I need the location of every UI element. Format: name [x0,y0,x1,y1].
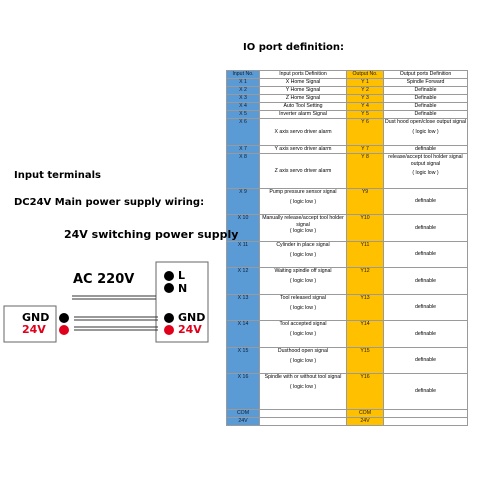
input-no: X 11 [227,242,260,268]
output-def: definable [384,374,468,410]
io-port-title: IO port definition: [243,42,345,53]
output-def-text: release/accept tool holder signal output signal [388,154,463,167]
input-def-note: ( logic low ) [289,277,317,284]
input-def-text: Tool accepted signal [279,321,327,327]
output-no: Y 1 [347,79,384,87]
header-output-def: Output ports Definition [384,71,468,79]
input-def-note: ( logic low ) [289,330,317,337]
input-no: X 3 [227,95,260,103]
dc24v-wiring-label: DC24V Main power supply wiring: [14,197,205,208]
output-def-note: ( logic low ) [412,128,439,135]
input-no: 24V [227,418,260,426]
input-def-text: Spindle with or without tool signal [264,374,342,380]
output-no: Y 7 [347,146,384,154]
input-no: X 16 [227,374,260,410]
input-def-note: ( logic low ) [289,383,317,390]
output-def-note: ( logic low ) [412,170,439,176]
output-def: Definable [384,111,468,119]
output-no: Y 4 [347,103,384,111]
output-def: definable [384,348,468,374]
input-no: X 10 [227,215,260,242]
input-def: Inverter alarm Signal [260,111,347,119]
input-def: Y axis servo driver alarm [260,146,347,154]
input-terminals-label: Input terminals [14,170,101,181]
controller-24v-terminal [59,325,69,335]
output-def: Definable [384,95,468,103]
input-no: X 14 [227,321,260,348]
input-def-text: Manually release/accept tool holder signal [262,215,344,228]
output-no: Y10 [347,215,384,242]
switching-power-supply-label: 24V switching power supply [64,228,239,241]
psu-n-label: N [178,282,188,295]
output-def: definable [384,242,468,268]
controller-24v-label: 24V [22,323,46,336]
input-no: X 9 [227,189,260,215]
input-no: X 8 [227,154,260,189]
input-no: X 1 [227,79,260,87]
input-no: X 15 [227,348,260,374]
output-no: Y15 [347,348,384,374]
input-def-text: Dusthood open signal [277,348,329,354]
header-input-no: Input No. [227,71,260,79]
output-no: Y16 [347,374,384,410]
input-def: Auto Tool Setting [260,103,347,111]
input-def-text: Z axis servo driver alarm [274,167,332,174]
input-no: X 7 [227,146,260,154]
output-def: definable [384,215,468,242]
output-def: definable [384,295,468,321]
output-no: Y11 [347,242,384,268]
input-def: Z Home Signal [260,95,347,103]
psu-l-label: L [178,269,186,282]
psu-gnd-label: GND [178,311,206,324]
controller-gnd-terminal [59,313,69,323]
input-def-note: ( logic low ) [289,198,317,205]
input-def-text: Pump pressure sensor signal [269,189,337,195]
output-def-text: Dust hood open/close output signal [384,119,467,125]
input-no: X 13 [227,295,260,321]
input-no: COM [227,410,260,418]
output-no: Y12 [347,268,384,295]
input-no: X 6 [227,119,260,146]
output-no: Y 5 [347,111,384,119]
controller-gnd-label: GND [22,311,50,324]
input-no: X 2 [227,87,260,95]
output-no: Y 8 [347,154,384,189]
input-def-text: Waiting spindle off signal [274,268,332,274]
output-def: definable [384,189,468,215]
input-def-text: Tool released signal [280,295,326,301]
input-def: X Home Signal [260,79,347,87]
input-def: Y Home Signal [260,87,347,95]
input-no: X 12 [227,268,260,295]
psu-n-terminal [164,283,174,293]
output-no: Y 6 [347,119,384,146]
input-def-note: ( logic low ) [289,304,317,311]
output-no: COM [347,410,384,418]
output-def: Definable [384,87,468,95]
psu-24v-label: 24V [178,323,202,336]
output-no: Y13 [347,295,384,321]
output-def: definable [384,321,468,348]
psu-l-terminal [164,271,174,281]
ac-220v-label: AC 220V [73,272,135,287]
input-no: X 4 [227,103,260,111]
input-def-note: ( logic low ) [289,228,317,234]
output-def: Definable [384,103,468,111]
output-no: Y 3 [347,95,384,103]
input-no: X 5 [227,111,260,119]
input-def-note: ( logic low ) [289,251,317,258]
output-no: 24V [347,418,384,426]
header-output-no: Output No. [347,71,384,79]
output-def: Spindle Forward [384,79,468,87]
psu-24v-terminal [164,325,174,335]
psu-gnd-terminal [164,313,174,323]
output-no: Y9 [347,189,384,215]
output-no: Y14 [347,321,384,348]
header-input-def: Input ports Definition [260,71,347,79]
input-def-text: X axis servo driver alarm [274,128,332,135]
output-def: definable [384,146,468,154]
output-no: Y 2 [347,87,384,95]
output-def: definable [384,268,468,295]
input-def-text: Cylinder in place signal [276,242,330,248]
input-def-note: ( logic low ) [289,357,317,364]
